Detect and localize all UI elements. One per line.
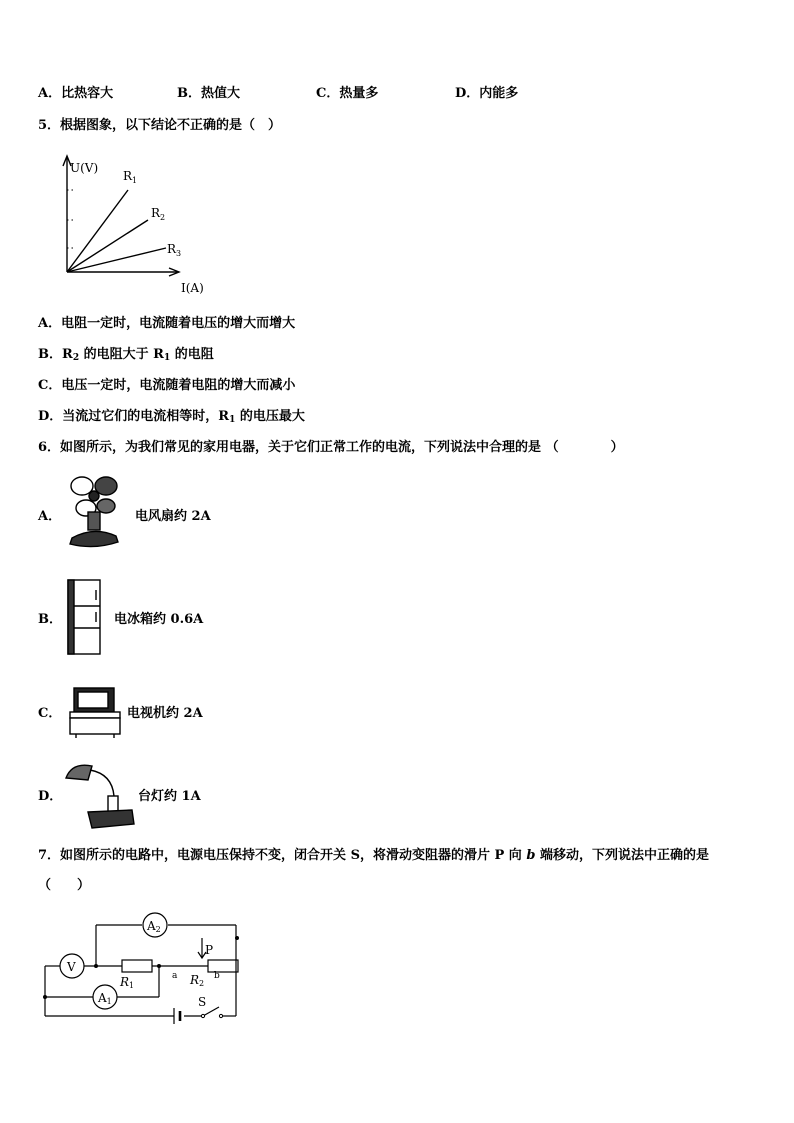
q6-option-d-letter: D． xyxy=(38,789,63,804)
electric-fan-icon xyxy=(66,472,122,550)
q7-circuit-diagram xyxy=(40,910,250,1025)
x-axis-label: I(A) xyxy=(181,281,204,295)
q4-option-b: B．热值大 xyxy=(177,86,241,101)
q7-stem-line1: 7．如图所示的电路中，电源电压保持不变，闭合开关 S，将滑动变阻器的滑片 P 向 b 端移动，下列说法中正确的是 xyxy=(38,848,709,863)
label-r2: $R_2$ xyxy=(151,206,166,222)
resistor-r1-label: R1 xyxy=(120,975,135,990)
refrigerator-icon xyxy=(66,578,104,658)
q4-option-a: A．比热容大 xyxy=(38,86,114,101)
q5-stem: 5．根据图象，以下结论不正确的是（ ） xyxy=(38,118,282,133)
line-r2 xyxy=(67,220,148,272)
q6-option-d-text: 台灯约 1A xyxy=(138,789,201,804)
q5-option-a: A．电阻一定时，电流随着电压的增大而增大 xyxy=(38,316,296,331)
end-a-label: a xyxy=(172,971,178,981)
q6-option-a-letter: A． xyxy=(38,509,62,524)
q5-option-b: B．$R_2$ 的电阻大于 $R_1$ 的电阻 xyxy=(38,347,214,363)
q5-ui-graph xyxy=(55,150,225,300)
slider-p-label: P xyxy=(205,943,214,957)
ammeter-a2-label: A2 xyxy=(147,919,161,934)
q6-option-c-letter: C． xyxy=(38,706,62,721)
voltmeter-label: V xyxy=(67,960,76,974)
q7-stem-line2: （ ） xyxy=(38,878,91,893)
q5-option-c: C．电压一定时，电流随着电阻的增大而减小 xyxy=(38,378,296,393)
end-b-label: b xyxy=(214,971,220,981)
desk-lamp-icon xyxy=(62,756,136,832)
q6-option-c-text: 电视机约 2A xyxy=(127,706,203,721)
q6-option-b-letter: B． xyxy=(38,612,62,627)
q4-option-d: D．内能多 xyxy=(455,86,519,101)
y-axis-label: U(V) xyxy=(70,161,99,175)
ammeter-a1-label: A1 xyxy=(98,991,112,1006)
television-icon xyxy=(68,684,122,740)
q5-option-d: D．当流过它们的电流相等时，$R_1$ 的电压最大 xyxy=(38,409,305,425)
q4-option-c: C．热量多 xyxy=(316,86,379,101)
label-r3: $R_3$ xyxy=(167,242,182,258)
switch-s-label: S xyxy=(198,995,207,1009)
resistor-r2-label: R2 xyxy=(190,973,205,988)
q6-stem: 6．如图所示，为我们常见的家用电器，关于它们正常工作的电流，下列说法中合理的是 （ ） xyxy=(38,440,624,455)
q6-option-b-text: 电冰箱约 0.6A xyxy=(114,612,204,627)
q6-option-a-text: 电风扇约 2A xyxy=(135,509,211,524)
label-r1: $R_1$ xyxy=(123,169,138,185)
